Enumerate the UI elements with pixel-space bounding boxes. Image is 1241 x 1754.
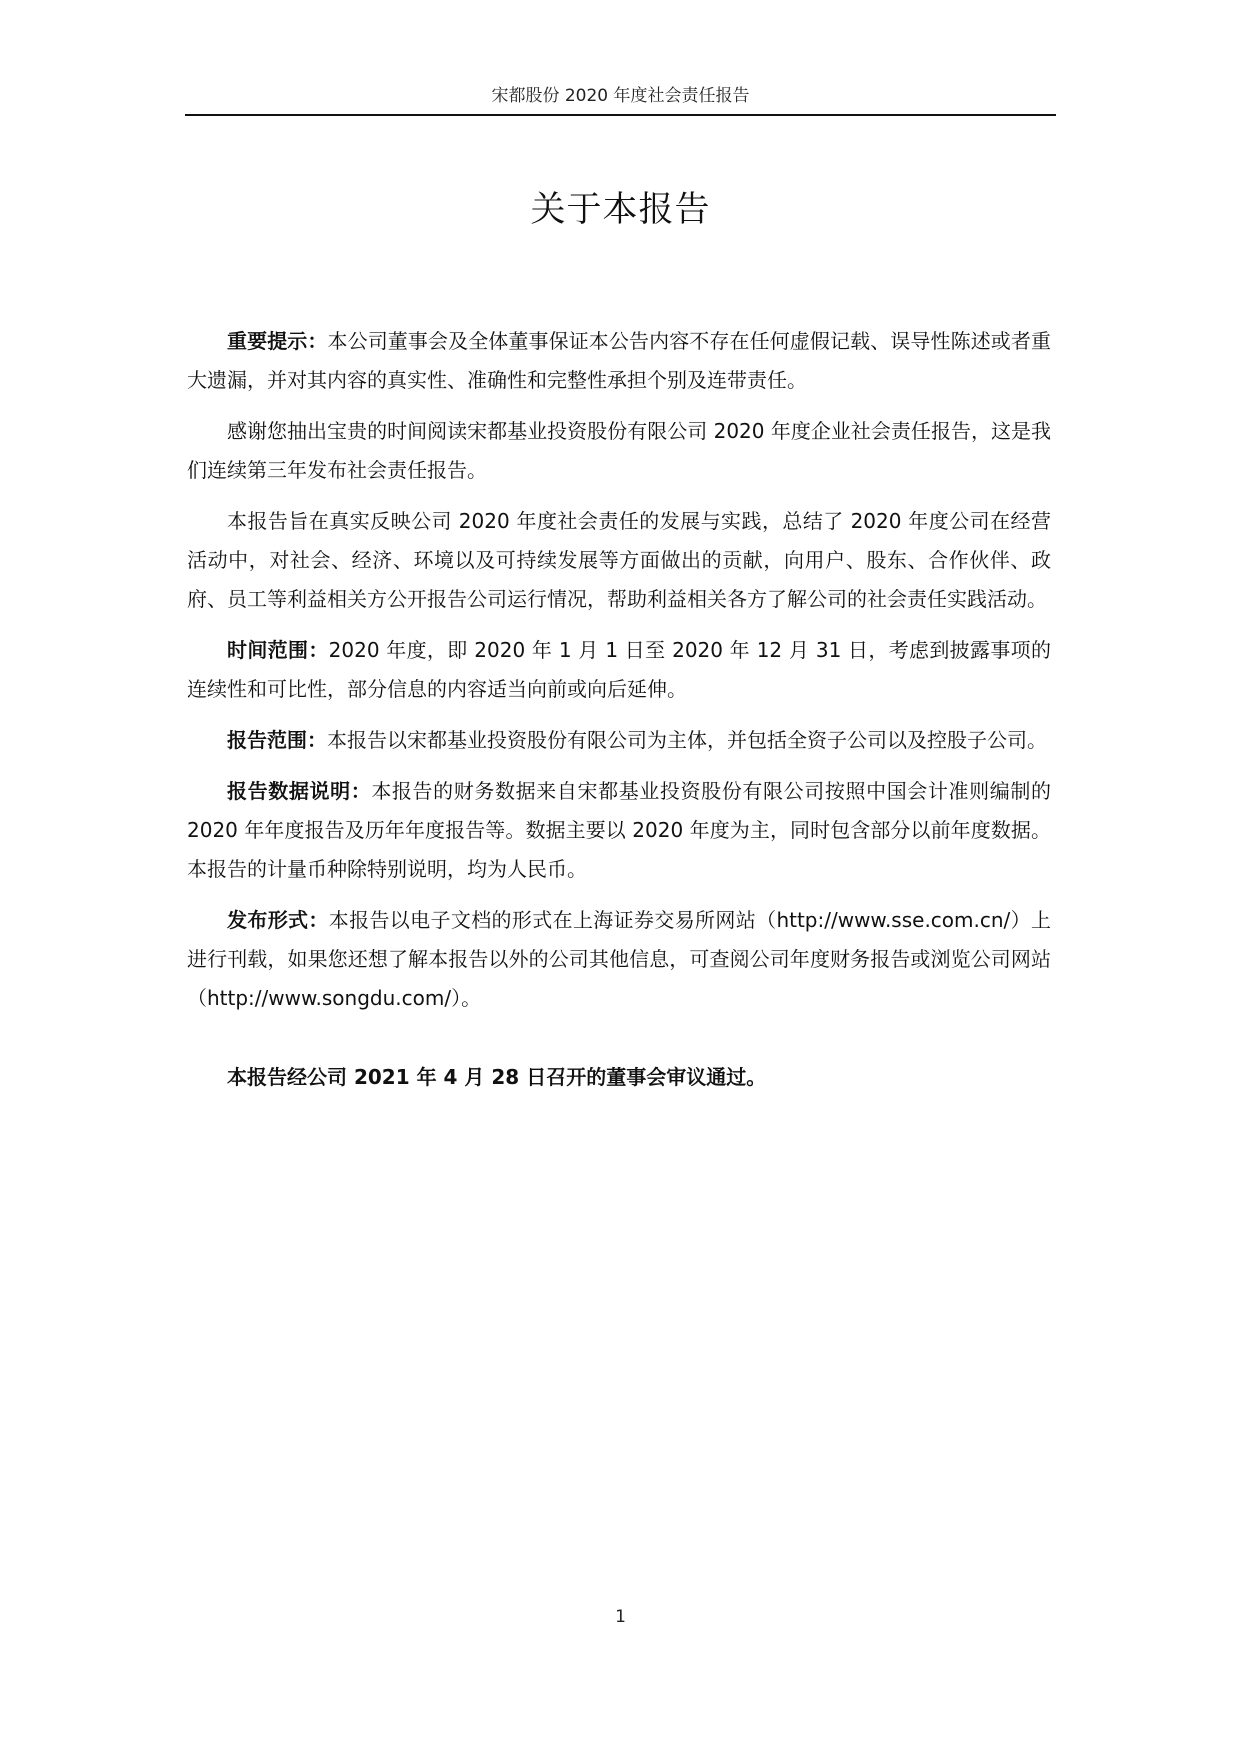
time-scope-text: 2020 年度，即 2020 年 1 月 1 日至 2020 年 12 月 31 日，考虑到披露事项的连续性和可比性，部分信息的内容适当向前或向后延伸。 [187, 638, 1051, 701]
header-divider [185, 114, 1056, 116]
page-title: 关于本报告 [530, 190, 711, 230]
thanks-text: 感谢您抽出宝贵的时间阅读宋都基业投资股份有限公司 2020 年度企业社会责任报告，这是我们连续第三年发布社会责任报告。 [187, 419, 1051, 482]
publication-paragraph [187, 901, 1051, 1018]
report-scope-label: 报告范围： [227, 728, 327, 752]
running-header: 宋都股份 2020 年度社会责任报告 [491, 86, 750, 106]
data-note-paragraph [187, 772, 1051, 889]
thanks-paragraph [187, 412, 1051, 490]
report-scope-text: 本报告以宋都基业投资股份有限公司为主体，并包括全资子公司以及控股子公司。 [327, 728, 1047, 752]
important-notice-text: 本公司董事会及全体董事保证本公告内容不存在任何虚假记载、误导性陈述或者重大遗漏，并对其内容的真实性、准确性和完整性承担个别及连带责任。 [187, 329, 1051, 392]
report-body [187, 322, 1051, 1109]
publication-label: 发布形式： [227, 908, 329, 932]
purpose-paragraph [187, 502, 1051, 619]
data-note-label: 报告数据说明： [227, 779, 372, 803]
approval-text: 本报告经公司 2021 年 4 月 28 日召开的董事会审议通过。 [227, 1065, 767, 1089]
time-scope-label: 时间范围： [227, 638, 329, 662]
report-scope-paragraph [187, 721, 1051, 760]
publication-text: 本报告以电子文档的形式在上海证券交易所网站（http://www.sse.com.cn/）上进行刊载，如果您还想了解本报告以外的公司其他信息，可查阅公司年度财务报告或浏览公司网站（http://www.songdu.com/）。 [187, 908, 1051, 1010]
time-scope-paragraph [187, 631, 1051, 709]
important-notice-label: 重要提示： [227, 329, 328, 353]
purpose-text: 本报告旨在真实反映公司 2020 年度社会责任的发展与实践，总结了 2020 年度公司在经营活动中，对社会、经济、环境以及可持续发展等方面做出的贡献，向用户、股东、合作伙伴、政府、员工等利益相关方公开报告公司运行情况，帮助利益相关各方了解公司的社会责任实践活动。 [187, 509, 1051, 611]
data-note-text: 本报告的财务数据来自宋都基业投资股份有限公司按照中国会计准则编制的 2020 年年度报告及历年年度报告等。数据主要以 2020 年度为主，同时包含部分以前年度数据。本报告的计量币种除特别说明，均为人民币。 [187, 779, 1052, 881]
approval-paragraph [187, 1058, 1051, 1097]
page-number: 1 [615, 1607, 626, 1627]
important-notice-paragraph [187, 322, 1051, 400]
